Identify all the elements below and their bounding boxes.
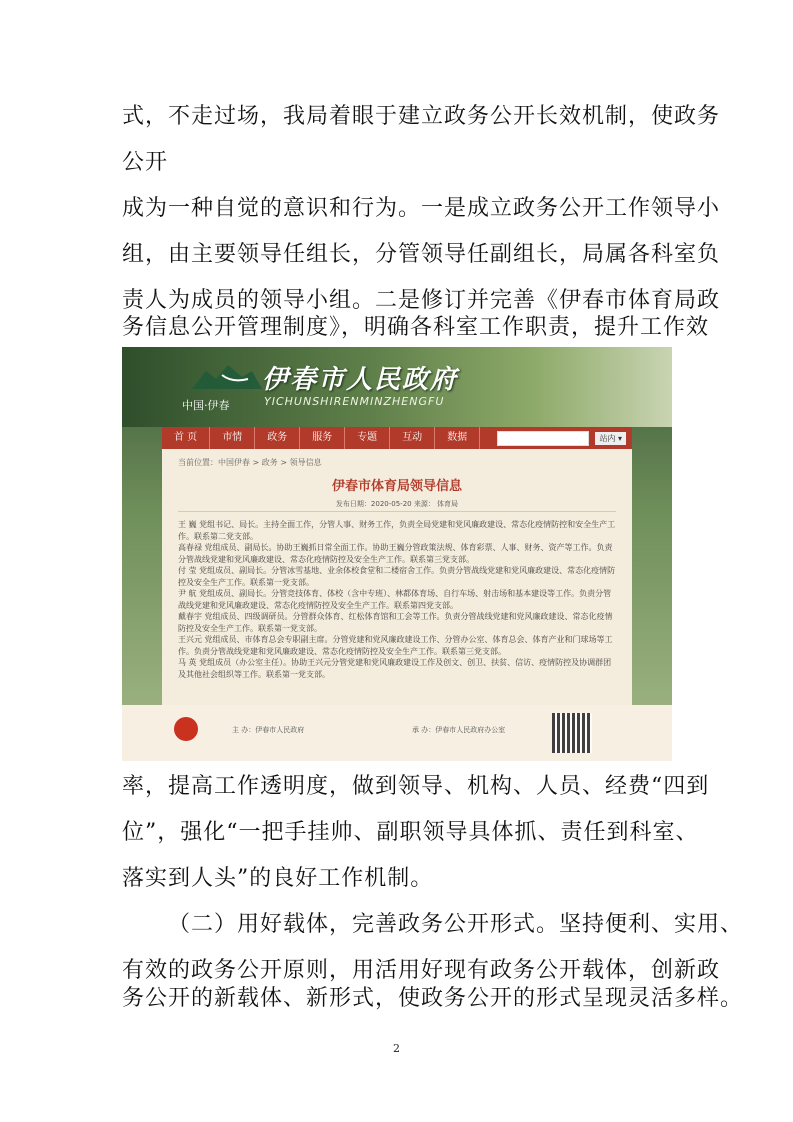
leader-entry: 王 巍 党组书记、局长。主持全面工作，分管人事、财务工作，负责全局党建和党风廉政建设、常态化疫情防控和安全生产工作。联系第二党支部。 xyxy=(178,520,616,541)
leader-entry: 戴春宇 党组成员、四级调研员。分管群众体育、红松体育馆和工会等工作。负责分管战线党建和党风廉政建设、常态化疫情防控及安全生产工作。联系第一党支部。 xyxy=(178,612,613,633)
site-title: 伊春市人民政府 xyxy=(262,365,459,395)
mountain-logo-icon xyxy=(192,361,262,391)
text-line-12: 务公开的新载体、新形式，使政务公开的形式呈现灵活多样。 xyxy=(122,986,744,1011)
footer-organizer: 承 办：伊春市人民政府办公室 xyxy=(412,726,506,734)
site-region: 中国·伊春 xyxy=(182,399,230,412)
site-nav xyxy=(162,427,632,449)
embedded-photo xyxy=(122,347,672,761)
leader-entry: 王兴元 党组成员、市体育总会专职副主席。分管党建和党风廉政建设工作、分管办公室、体育总会、体育产业和门球场等工作。负责分管战线党建和党风廉政建设、常态化疫情防控及安全生产工作。联系第三党支部。 xyxy=(178,635,613,656)
leader-entry: 马 英 党组成员（办公室主任）。协助王兴元分管党建和党风廉政建设工作及创文、创卫、扶贫、信访、疫情防控及协调群团及其他社会组织等工作。联系第一党支部。 xyxy=(178,658,612,679)
text-line-4: 组，由主要领导任组长，分管领导任副组长，局属各科室负 xyxy=(122,242,721,267)
text-line-2: 公开 xyxy=(122,150,169,175)
text-line-10: （二）用好载体，完善政务公开形式。坚持便利、实用、 xyxy=(168,912,744,937)
text-line-8: 位”，强化“一把手挂帅、副职领导具体抓、责任到科室、 xyxy=(122,820,699,845)
site-banner xyxy=(122,347,672,427)
page-number: 2 xyxy=(393,1042,400,1055)
text-line-6: 务信息公开管理制度》，明确各科室工作职责，提升工作效 xyxy=(122,315,710,340)
nav-item-home[interactable]: 首 页 xyxy=(162,427,210,449)
nav-item-city[interactable]: 市情 xyxy=(210,427,255,449)
nav-item-government[interactable]: 政务 xyxy=(255,427,300,449)
nav-item-service[interactable]: 服务 xyxy=(300,427,345,449)
text-line-1: 式，不走过场，我局着眼于建立政务公开长效机制，使政务 xyxy=(122,104,721,129)
search-scope-select[interactable]: 站内 ▾ xyxy=(595,432,626,445)
breadcrumb: 当前位置：中国伊春 > 政务 > 领导信息 xyxy=(178,458,322,467)
text-line-3: 成为一种自觉的意识和行为。一是成立政务公开工作领导小 xyxy=(122,196,721,221)
leader-entry: 付 莹 党组成员、副局长。分管冰雪基地、业余体校食堂和二楼宿舍工作。负责分管战线党建和党风廉政建设、常态化疫情防控及安全生产工作。联系第一党支部。 xyxy=(178,566,616,587)
text-line-5: 责人为成员的领导小组。二是修订并完善《伊春市体育局政 xyxy=(122,288,721,313)
text-line-11: 有效的政务公开原则，用活用好现有政务公开载体，创新政 xyxy=(122,958,721,983)
article-body xyxy=(178,519,618,680)
leader-entry: 高春禄 党组成员、副局长。协助王巍抓日常全面工作。协助王巍分管政策法规、体育彩票、人事、财务、资产等工作。负责分管战线党建和党风廉政建设、常态化疫情防控及安全生产工作。联系第三党支部。 xyxy=(178,543,613,564)
nav-item-topics[interactable]: 专题 xyxy=(345,427,390,449)
article-divider xyxy=(178,511,616,512)
emblem-icon xyxy=(174,717,198,741)
qr-code-icon xyxy=(552,713,592,753)
leader-entry: 尹 航 党组成员、副局长。分管竞技体育、体校（含中专班）、林都体育场、自行车场、射击场和基本建设等工作。负责分管战线党建和党风廉政建设、常态化疫情防控及安全生产工作。联系第四党支部。 xyxy=(178,589,612,610)
article-meta: 发布日期：2020-05-20 来源： 体育局 xyxy=(335,500,459,508)
site-subtitle: YICHUNSHIRENMINZHENGFU xyxy=(264,395,445,408)
footer-host: 主 办：伊春市人民政府 xyxy=(232,726,305,734)
text-line-7: 率，提高工作透明度，做到领导、机构、人员、经费“四到 xyxy=(122,774,710,799)
nav-item-data[interactable]: 数据 xyxy=(435,427,480,449)
site-footer xyxy=(122,705,672,761)
search-input[interactable] xyxy=(497,431,589,446)
text-line-9: 落实到人头”的良好工作机制。 xyxy=(122,866,434,891)
nav-item-interaction[interactable]: 互动 xyxy=(390,427,435,449)
article-title: 伊春市体育局领导信息 xyxy=(331,479,462,494)
